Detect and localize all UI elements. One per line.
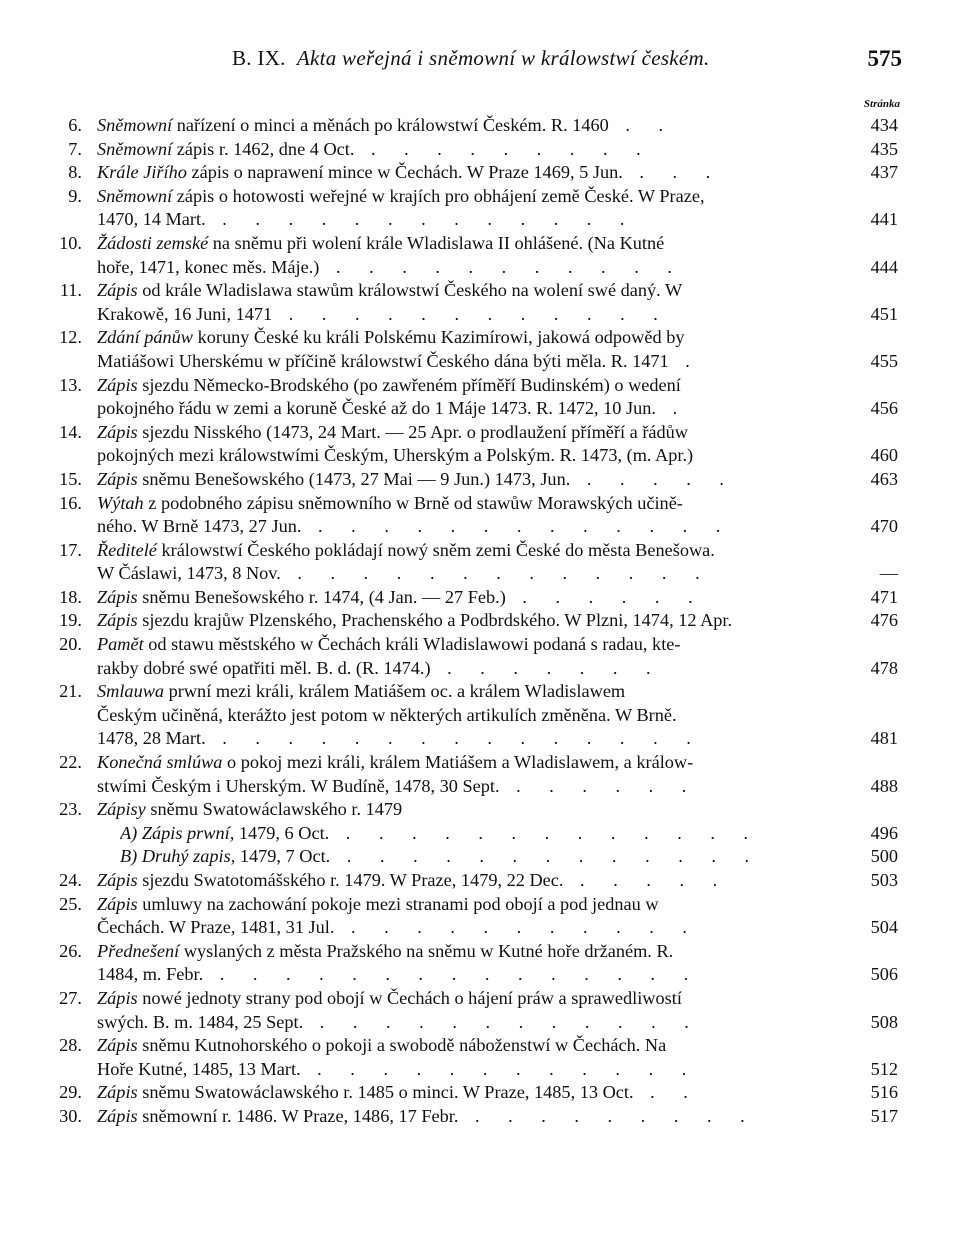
entry-lines xyxy=(97,138,898,162)
entry-line xyxy=(97,798,898,822)
entry-keyword: Zápis xyxy=(97,421,138,442)
entry-lines xyxy=(97,609,898,633)
entry-lines xyxy=(97,492,898,539)
entry-text: 1478, 28 Mart. xyxy=(97,728,206,749)
entry-line xyxy=(97,492,898,516)
entry-number: 23. xyxy=(59,799,82,820)
entry-keyword: B) Druhý zapis, xyxy=(120,846,236,867)
dot-leader: . . . . . . . . . . . . . xyxy=(330,846,762,867)
entry-text: sněmu Benešowského r. 1474, (4 Jan. — 27 Feb.) xyxy=(137,586,506,607)
entry-line xyxy=(97,161,898,185)
entry-page-number: 455 xyxy=(867,350,898,374)
entry-keyword: Wýtah xyxy=(97,492,144,513)
entry-keyword: Konečná smlúwa xyxy=(97,752,223,773)
entry-number: 28. xyxy=(59,1035,82,1056)
entry-line xyxy=(97,916,898,940)
entry-keyword: Sněmowní xyxy=(97,115,173,135)
dot-leader: . . . . . . . . . . . . . . . xyxy=(205,728,703,749)
entry-line xyxy=(97,963,898,987)
entry-page-number: 435 xyxy=(867,138,898,162)
entry-line xyxy=(97,374,898,398)
entry-page-number: 460 xyxy=(867,444,898,468)
toc-entry xyxy=(0,1081,960,1105)
entry-text: 1470, 14 Mart. xyxy=(97,209,206,230)
entry-line xyxy=(97,680,898,704)
entry-keyword: Zápis xyxy=(97,280,138,301)
dot-leader: . . . . . . . . . . . xyxy=(334,917,699,938)
entry-text: od krále Wladislawa stawům králowstwí Českého na wolení swé daný. W xyxy=(137,280,683,301)
entry-lines xyxy=(97,751,898,798)
entry-keyword: A) Zápis prwní, xyxy=(120,822,235,843)
entry-lines xyxy=(97,893,898,940)
entry-page-number: 504 xyxy=(867,916,898,940)
entry-line xyxy=(97,1034,898,1058)
entry-lines xyxy=(97,114,898,138)
dot-leader: . . . . . . . . . . . . xyxy=(303,1011,701,1032)
entry-line xyxy=(97,1105,898,1129)
toc-entry xyxy=(0,279,960,326)
entry-number: 29. xyxy=(59,1082,82,1103)
entry-line xyxy=(97,539,898,563)
entry-lines xyxy=(97,279,898,326)
entry-keyword: Zápis xyxy=(97,1082,138,1103)
entry-text: 1484, m. Febr. xyxy=(97,964,204,985)
toc-entry xyxy=(0,114,960,138)
entry-line xyxy=(97,468,898,492)
entry-text: Čechách. W Praze, 1481, 31 Jul. xyxy=(97,917,335,938)
entry-number: 7. xyxy=(68,138,82,159)
toc-entry xyxy=(0,161,960,185)
entry-text: wyslaných z města Pražského na sněmu w Kutné hoře držaném. R. xyxy=(179,940,674,961)
entry-line xyxy=(97,987,898,1011)
entry-text: Hoře Kutné, 1485, 13 Mart. xyxy=(97,1058,301,1079)
dot-leader: . . . . . . . . . . . . . xyxy=(301,516,733,537)
toc-subentry xyxy=(0,845,960,869)
entry-text: Matiášowi Uherskému w příčině králowstwí Českého dána býti měla. R. 1471 xyxy=(97,350,669,371)
entry-keyword: Zápis xyxy=(97,610,138,631)
dot-leader: . . . . . xyxy=(570,468,736,489)
entry-line xyxy=(97,303,898,327)
toc-entry xyxy=(0,633,960,680)
entry-text: od stawu městského w Čechách králi Wladislawowi podaná s radau, kte- xyxy=(143,634,681,655)
entry-lines xyxy=(97,374,898,421)
entry-line xyxy=(97,562,898,586)
page-number: 575 xyxy=(867,46,902,71)
entry-keyword: Pamět xyxy=(97,634,144,655)
entry-lines xyxy=(97,1034,898,1081)
toc-entry xyxy=(0,326,960,373)
dot-leader: . . . . . . xyxy=(505,586,705,607)
entry-number: 8. xyxy=(68,162,82,183)
entry-page-number: 508 xyxy=(867,1011,898,1035)
entry-line xyxy=(97,397,898,421)
entry-line xyxy=(97,633,898,657)
entry-lines xyxy=(97,586,898,610)
entry-page-number: 456 xyxy=(867,397,898,421)
dot-leader: . . . xyxy=(622,162,723,183)
running-title-italic: Akta weřejná i sněmowní w králowstwí českém. xyxy=(296,46,710,70)
entry-line xyxy=(97,657,898,681)
entry-keyword: Zápis xyxy=(97,374,138,395)
entry-number: 24. xyxy=(59,870,82,890)
entry-line xyxy=(97,279,898,303)
dot-leader: . . . . . . . . . . . xyxy=(319,256,684,277)
entry-text: swých. B. m. 1484, 25 Sept. xyxy=(97,1011,304,1032)
entry-lines xyxy=(97,798,898,822)
entry-page-number: 503 xyxy=(867,869,898,893)
entry-keyword: Přednešení xyxy=(97,940,180,961)
entry-text: W Čáslawi, 1473, 8 Nov. xyxy=(97,563,281,584)
entry-lines xyxy=(97,987,898,1034)
entry-page-number: 516 xyxy=(867,1081,898,1105)
entry-page-number: 471 xyxy=(867,586,898,610)
toc-entry xyxy=(0,468,960,492)
entry-keyword: Zápis xyxy=(97,893,138,914)
entry-line xyxy=(97,586,898,610)
entry-lines xyxy=(97,161,898,185)
entry-text: koruny České ku králi Polskému Kazimírowi, jakowá odpowěd by xyxy=(193,327,685,348)
dot-leader: . . . . . . . . . xyxy=(354,138,653,159)
entry-number: 15. xyxy=(59,468,82,489)
entry-line xyxy=(97,326,898,350)
entry-line xyxy=(97,185,898,209)
entry-page-number: 517 xyxy=(867,1105,898,1129)
entry-number: 10. xyxy=(59,232,82,253)
toc-entry xyxy=(0,586,960,610)
entry-page-number: 451 xyxy=(867,303,898,327)
entry-line xyxy=(97,1058,898,1082)
entry-text: sněmu Swatowáclawského r. 1479 xyxy=(145,799,403,820)
entry-text: stwími Českým i Uherským. W Budíně, 1478, 30 Sept. xyxy=(97,775,500,796)
entry-text: sněmu Benešowského (1473, 27 Mai — 9 Jun.) 1473, Jun. xyxy=(137,468,571,489)
entry-number: 18. xyxy=(59,586,82,607)
entry-lines xyxy=(120,845,898,869)
entry-text: Krakowě, 16 Juni, 1471 xyxy=(97,303,273,324)
entry-keyword: Žádosti zemské xyxy=(97,232,209,253)
entry-text: sjezdu Swatotomášského r. 1479. W Praze, 1479, 22 Dec. xyxy=(137,870,564,890)
entry-lines xyxy=(97,539,898,586)
toc-entry xyxy=(0,492,960,539)
dot-leader: . . . . . . xyxy=(499,775,699,796)
entry-text: nařízení o minci a měnách po králowstwí Českém. R. 1460 xyxy=(172,115,609,135)
entry-text: sněmowní r. 1486. W Praze, 1486, 17 Febr. xyxy=(137,1105,459,1126)
entry-number: 12. xyxy=(59,327,82,348)
page-column-label: Stránka xyxy=(863,98,900,110)
entry-text: pokojných mezi králowstwími Českým, Uherským a Polským. R. 1473, (m. Apr.) xyxy=(97,445,694,466)
toc-entry xyxy=(0,893,960,940)
toc-entry xyxy=(0,680,960,751)
entry-line xyxy=(97,751,898,775)
entry-lines xyxy=(97,869,898,893)
entry-text: umluwy na zachowání pokoje mezi stranami pod obojí a pod jednau w xyxy=(137,893,659,914)
entry-number: 30. xyxy=(59,1105,82,1126)
toc-entry xyxy=(0,185,960,232)
entry-text: sjezdu Německo-Brodského (po zawřeném příměří Budinském) o wedení xyxy=(137,374,681,395)
entry-number: 25. xyxy=(59,893,82,914)
entry-line xyxy=(97,609,898,633)
entry-keyword: Sněmowní xyxy=(97,138,173,159)
entry-keyword: Sněmowní xyxy=(97,185,173,206)
entry-line xyxy=(120,845,898,869)
entry-text: pokojného řádu w zemi a koruně České až do 1 Máje 1473. R. 1472, 10 Jun. xyxy=(97,398,656,419)
entry-line xyxy=(97,893,898,917)
entry-text: sněmu Kutnohorského o pokoji a swobodě náboženstwí w Čechách. Na xyxy=(137,1035,667,1056)
entry-text: z podobného zápisu sněmowního w Brně od stawůw Morawských učině- xyxy=(143,492,683,513)
entry-lines xyxy=(97,633,898,680)
toc-entry xyxy=(0,987,960,1034)
dot-leader: . . . . . . . . . . . . . . . xyxy=(203,964,701,985)
entry-text: hoře, 1471, konec měs. Máje.) xyxy=(97,256,320,277)
entry-page-number: 478 xyxy=(867,657,898,681)
entry-text: sjezdu krajůw Plzenského, Prachenského a Podbrdského. W Plzni, 1474, 12 Apr. xyxy=(137,610,733,631)
toc-subentry xyxy=(0,822,960,846)
entry-number: 26. xyxy=(59,940,82,961)
toc-entry xyxy=(0,940,960,987)
entry-lines xyxy=(97,326,898,373)
entry-line xyxy=(97,869,898,893)
entry-text: prwní mezi králi, králem Matiášem oc. a králem Wladislawem xyxy=(164,681,626,702)
dot-leader: . . . . . . . . . . . . . xyxy=(280,563,712,584)
dot-leader: . xyxy=(656,398,690,419)
entry-page-number: 481 xyxy=(867,727,898,751)
entry-lines xyxy=(97,680,898,751)
dot-leader: . . . . . . . . . . . . xyxy=(300,1058,699,1079)
entry-line xyxy=(97,114,898,138)
entry-page-number: 506 xyxy=(867,963,898,987)
toc-entry xyxy=(0,138,960,162)
entry-line xyxy=(97,256,898,280)
dot-leader: . . . . . . . . . . . . . xyxy=(329,822,761,843)
entry-page-number: 463 xyxy=(867,468,898,492)
entry-number: 6. xyxy=(68,115,82,135)
entry-keyword: Ředitelé xyxy=(97,539,157,560)
entry-text: rakby dobré swé opatřiti měl. B. d. (R. 1474.) xyxy=(97,657,431,678)
entry-text: zápis o naprawení mince w Čechách. W Praze 1469, 5 Jun. xyxy=(186,162,623,183)
entry-text: 1479, 6 Oct. xyxy=(234,822,330,843)
toc-entry xyxy=(0,539,960,586)
dot-leader: . . . . . . . . . xyxy=(458,1105,757,1126)
entry-page-number: 441 xyxy=(867,208,898,232)
entry-page-number: 476 xyxy=(867,609,898,633)
toc-entry xyxy=(0,751,960,798)
entry-keyword: Smlauwa xyxy=(97,681,165,702)
entry-page-number: 444 xyxy=(867,256,898,280)
entry-line xyxy=(97,515,898,539)
entry-page-number: 500 xyxy=(867,845,898,869)
entry-line xyxy=(97,704,898,728)
entry-line xyxy=(97,421,898,445)
entry-keyword: Zápis xyxy=(97,987,138,1008)
entry-keyword: Zápis xyxy=(97,1035,138,1056)
entry-line xyxy=(97,727,898,751)
toc-entry xyxy=(0,374,960,421)
entry-lines xyxy=(97,940,898,987)
dot-leader: . . . . . . . . . . . . xyxy=(272,303,670,324)
entry-page-number: 434 xyxy=(867,114,898,138)
entry-line xyxy=(97,350,898,374)
entry-number: 21. xyxy=(59,681,82,702)
dot-leader: . . . . . xyxy=(563,870,730,890)
entry-lines xyxy=(97,232,898,279)
entry-keyword: Zápis xyxy=(97,586,138,607)
entry-lines xyxy=(97,1081,898,1105)
entry-text: Českým učiněná, kterážto jest potom w některých artikulích změněna. W Brně. xyxy=(97,704,677,725)
entry-lines xyxy=(97,1105,898,1129)
entry-lines xyxy=(97,468,898,492)
dot-leader: . . . . . . . xyxy=(430,657,663,678)
entry-lines xyxy=(97,185,898,232)
entry-keyword: Zápis xyxy=(97,1105,138,1126)
entry-line xyxy=(120,822,898,846)
table-of-contents xyxy=(0,114,960,1129)
entry-text: o pokoj mezi králi, králem Matiášem a Wladislawem, a králow- xyxy=(222,752,694,773)
entry-keyword: Zápis xyxy=(97,870,138,890)
entry-line xyxy=(97,1011,898,1035)
toc-entry xyxy=(0,869,960,893)
toc-entry xyxy=(0,1034,960,1081)
entry-text: sjezdu Nisského (1473, 24 Mart. — 25 Apr. o prodlaužení příměří a řádůw xyxy=(137,421,689,442)
entry-text: králowstwí Českého pokládají nowý sněm zemi České do města Benešowa. xyxy=(156,539,715,560)
entry-lines xyxy=(97,421,898,468)
toc-entry xyxy=(0,1105,960,1129)
entry-number: 13. xyxy=(59,374,82,395)
toc-entry xyxy=(0,232,960,279)
entry-line xyxy=(97,232,898,256)
toc-entry xyxy=(0,609,960,633)
toc-entry xyxy=(0,421,960,468)
entry-text: ného. W Brně 1473, 27 Jun. xyxy=(97,516,302,537)
entry-page-number: 488 xyxy=(867,775,898,799)
entry-number: 20. xyxy=(59,634,82,655)
dot-leader: . . xyxy=(633,1082,700,1103)
entry-line xyxy=(97,1081,898,1105)
entry-line xyxy=(97,444,898,468)
entry-line xyxy=(97,208,898,232)
running-title xyxy=(232,46,710,71)
entry-line xyxy=(97,138,898,162)
running-title-prefix: B. IX. xyxy=(232,46,286,70)
toc-entry xyxy=(0,798,960,822)
entry-text: 1479, 7 Oct. xyxy=(235,846,331,867)
entry-number: 9. xyxy=(68,185,82,206)
running-head xyxy=(0,46,960,82)
entry-line xyxy=(97,775,898,799)
entry-keyword: Zdání pánůw xyxy=(97,327,193,348)
entry-page-number: — xyxy=(876,562,898,586)
dot-leader: . . . . . . . . . . . . . xyxy=(205,209,637,230)
entry-keyword: Krále Jiřího xyxy=(97,162,187,183)
entry-page-number: 512 xyxy=(867,1058,898,1082)
entry-keyword: Zápisy xyxy=(97,799,146,820)
entry-text: nowé jednoty strany pod obojí w Čechách o hájení práw a sprawedliwostí xyxy=(137,987,682,1008)
entry-text: zápis o hotowosti weřejné w krajích pro obhájení země České. W Praze, xyxy=(172,185,705,206)
entry-number: 22. xyxy=(59,752,82,773)
entry-page-number: 470 xyxy=(867,515,898,539)
entry-page-number: 496 xyxy=(867,822,898,846)
entry-text: zápis r. 1462, dne 4 Oct. xyxy=(172,138,355,159)
dot-leader: . xyxy=(668,350,702,371)
entry-number: 17. xyxy=(59,539,82,560)
entry-page-number: 437 xyxy=(867,161,898,185)
entry-number: 16. xyxy=(59,492,82,513)
entry-line xyxy=(97,940,898,964)
dot-leader: . . xyxy=(608,115,676,135)
entry-number: 27. xyxy=(59,987,82,1008)
entry-number: 19. xyxy=(59,610,82,631)
entry-keyword: Zápis xyxy=(97,468,138,489)
entry-text: na sněmu při wolení krále Wladislawa II ohlášené. (Na Kutné xyxy=(208,232,665,253)
entry-number: 14. xyxy=(59,421,82,442)
entry-text: sněmu Swatowáclawského r. 1485 o minci. W Praze, 1485, 13 Oct. xyxy=(137,1082,634,1103)
entry-number: 11. xyxy=(59,280,82,301)
entry-lines xyxy=(120,822,898,846)
